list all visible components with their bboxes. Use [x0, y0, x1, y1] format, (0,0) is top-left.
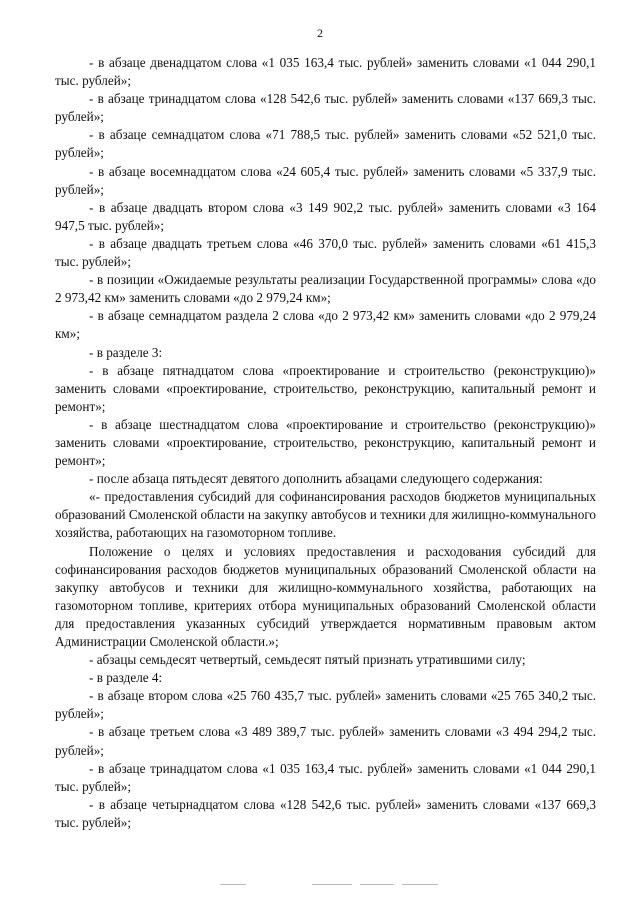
page-number: 2: [317, 26, 323, 40]
paragraph: - в разделе 3:: [89, 344, 163, 360]
paragraph: - в разделе 4:: [89, 670, 163, 686]
paragraph: - в абзаце втором слова «25 760 435,7 тыс. рублей» заменить словами «25 765 340,2 тыс. рублей»;: [55, 688, 596, 722]
paragraph: - в абзаце шестнадцатом слова «проектирование и строительство (реконструкцию)» заменить словами «проектирование, строительство, реконструкцию, капитальный ремонт и ремонт»;: [55, 416, 596, 469]
paragraph: - в абзаце тринадцатом слова «1 035 163,4 тыс. рублей» заменить словами «1 044 290,1 тыс. рублей»;: [55, 760, 596, 794]
scan-artifact: [220, 882, 480, 888]
quoted-paragraph: «- предоставления субсидий для софинансирования расходов бюджетов муниципальных образований Смоленской области на закупку автобусов и техники для жилищно-коммунального хозяйства, работающих на газомоторном топливе.: [55, 489, 597, 541]
scan-artifact-mark: [312, 884, 352, 885]
paragraph: - в абзаце пятнадцатом слова «проектирование и строительство (реконструкцию)» заменить словами «проектирование, строительство, реконструкцию, капитальный ремонт и ремонт»;: [55, 362, 596, 414]
paragraph: - в абзаце семнадцатом слова «71 788,5 тыс. рублей» заменить словами «52 521,0 тыс. рублей»;: [55, 127, 596, 161]
scan-artifact-mark: [220, 884, 246, 885]
paragraph: - в абзаце восемнадцатом слова «24 605,4 тыс. рублей» заменить словами «5 337,9 тыс. рублей»;: [55, 163, 596, 197]
paragraph: - в абзаце третьем слова «3 489 389,7 тыс. рублей» заменить словами «3 494 294,2 тыс. рублей»;: [55, 724, 596, 758]
paragraph: - в абзаце тринадцатом слова «128 542,6 тыс. рублей» заменить словами «137 669,3 тыс. рублей»;: [55, 91, 596, 125]
scan-artifact-mark: [402, 884, 438, 885]
paragraph: - в абзаце четырнадцатом слова «128 542,6 тыс. рублей» заменить словами «137 669,3 тыс. рублей»;: [55, 796, 596, 830]
paragraph: - в абзаце семнадцатом раздела 2 слова «до 2 973,42 км» заменить словами «до 2 979,24 км»;: [55, 308, 596, 342]
document-body: [55, 54, 596, 832]
paragraph: - после абзаца пятьдесят девятого дополнить абзацами следующего содержания:: [89, 471, 543, 487]
paragraph: - в абзаце двадцать втором слова «3 149 902,2 тыс. рублей» заменить словами «3 164 947,5 тыс. рублей»;: [55, 199, 596, 233]
paragraph: - в абзаце двадцать третьем слова «46 370,0 тыс. рублей» заменить словами «61 415,3 тыс. рублей»;: [55, 235, 596, 270]
quoted-paragraph: Положение о целях и условиях предоставления и расходования субсидий для софинансирования расходов бюджетов муниципальных образований Смоленской области на закупку автобусов и техники для жилищно-коммунального хозяйства, работающих на газомоторном топливе, критериях отбора муниципальных образований Смоленской области для предоставления указанных субсидий утверждается нормативным правовым актом Администрации Смоленской области.»;: [55, 543, 596, 649]
scan-artifact-mark: [360, 884, 394, 885]
paragraph: - в позиции «Ожидаемые результаты реализации Государственной программы» слова «до 2 973,42 км» заменить словами «до 2 979,24 км»;: [55, 272, 596, 306]
paragraph: - абзацы семьдесят четвертый, семьдесят пятый признать утратившими силу;: [89, 652, 526, 668]
paragraph: - в абзаце двенадцатом слова «1 035 163,4 тыс. рублей» заменить словами «1 044 290,1 тыс. рублей»;: [55, 55, 596, 89]
